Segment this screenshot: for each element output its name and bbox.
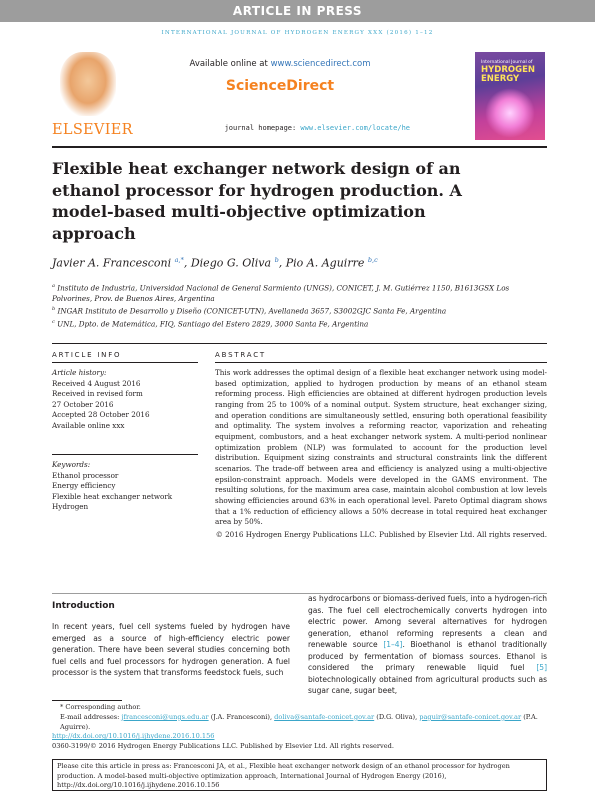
author-name[interactable]: Pio A. Aguirre — [285, 256, 365, 270]
cover-title: HYDROGEN ENERGY — [481, 65, 535, 84]
abstract-rule — [215, 362, 547, 363]
keyword[interactable]: Hydrogen — [52, 502, 89, 511]
journal-cover-image[interactable] — [475, 52, 545, 140]
journal-running-head: INTERNATIONAL JOURNAL OF HYDROGEN ENERGY XXX (2016) 1–12 — [161, 30, 434, 36]
body-column-right: as hydrocarbons or biomass-derived fuels, into a hydrogen-rich gas. The fuel cell electrochemically converts hydrogen into electric power. Among several alternatives for hydrogen generation, ethanol reforming represents a clean and renewable source [1–4]. Bioethanol is ethanol traditionally produced by fermentation of biomass sources. Ethanol is considered the primary renewable liquid fuel [5] biotechnologically obtained from agricultural products such as sugar cane, sugar beet, — [308, 594, 547, 695]
article-info-rule — [52, 362, 198, 363]
reference-link[interactable]: [5] — [536, 663, 547, 672]
journal-header — [140, 56, 460, 140]
email-link[interactable]: doliva@santafe-conicet.gov.ar — [274, 712, 375, 721]
section-divider — [52, 343, 547, 344]
author-name[interactable]: Javier A. Francesconi — [52, 256, 172, 270]
citation-box: Please cite this article in press as: Francesconi JA, et al., Flexible heat exchanger network design of an ethanol processor for hydrogen production. A model-based multi-objective optimization approach, International Journal of Hydrogen Energy (2016), http://dx.doi.org/10.1016/j.ijhydene.2016.10.156 — [52, 759, 547, 791]
history-item: 27 October 2016 — [52, 399, 114, 409]
keywords-label: Keywords: — [52, 460, 91, 469]
introduction-heading: Introduction — [52, 601, 115, 611]
history-item: Accepted 28 October 2016 — [52, 410, 150, 419]
email-link[interactable]: paguir@santafe-conicet.gov.ar — [419, 712, 522, 721]
keyword[interactable]: Energy efficiency — [52, 481, 116, 490]
sciencedirect-link[interactable]: www.sciencedirect.com — [270, 59, 371, 69]
doi-link[interactable]: http://dx.doi.org/10.1016/j.ijhydene.2016.10.156 — [52, 732, 215, 741]
author-affil-sup[interactable]: b,c — [367, 256, 378, 264]
elsevier-logo[interactable] — [52, 52, 133, 138]
keywords-rule — [52, 454, 198, 455]
affiliation: $^c$ UNL, Dpto. de Matemática, FIQ, Santiago del Estero 2829, 3000 Santa Fe, Argentina — [52, 319, 369, 329]
reference-link[interactable]: [1–4] — [383, 640, 403, 649]
author-affil-sup[interactable]: b — [274, 256, 279, 264]
abstract-text: This work addresses the optimal design of a flexible heat exchanger network using model-based optimization, applied to hydrogen production by means of an ethanol steam reforming process. High efficiencies are obtained at different hydrogen production levels ranging from 25 to 100% of a nominal output. System structure, heat exchanger sizing, and operation conditions are simultaneously settled, ensuring both operational feasibility and optimality. The system involves a reforming reactor, vaporization and reheating equipment, combustors, and a heat exchanger network system. A multi-period nonlinear optimization problem (NLP) was formulated to account for the production level distribution. Equipment sizing constraints and structural constraints link the different scenarios. The trade-off between area and efficiency is analyzed using a multi-objective epsilon-constraint approach. Models were developed in the GAMS environment. The resulting solutions, for the maximum area case, maintain alcohol combustion at low levels showing efficiencies around 63% in each operational level. Pareto Optimal diagram shows that a 1% reduction of efficiency allows a 50% decrease in total required heat exchanger area by 50%. — [215, 368, 547, 527]
article-info-heading: ARTICLE INFO — [52, 351, 122, 359]
issn-line: 0360-3199/© 2016 Hydrogen Energy Publications LLC. Published by Elsevier Ltd. All rights reserved. — [52, 742, 394, 751]
history-item: Received in revised form — [52, 389, 143, 398]
body-column-left: In recent years, fuel cell systems fueled by hydrogen have emerged as a source of high-efficiency electric power generation. There have been several studies concerning both fuel cells and fuel processors for hydrogen generation. A fuel processor is the system that transforms feedstock fuels, such — [52, 622, 290, 677]
email-addresses: E-mail addresses: jfrancesconi@ungs.edu.ar (J.A. Francesconi), doliva@santafe-conicet.gov.ar (D.G. Oliva), paguir@santafe-conicet.gov.ar (P.A. Aguirre). — [60, 712, 538, 731]
author-list: Javier A. Francesconi $^{a,*}$, Diego G. Oliva $^b$, Pio A. Aguirre $^{b,c}$ — [52, 256, 378, 270]
keywords — [52, 460, 198, 513]
keyword[interactable]: Ethanol processor — [52, 470, 119, 480]
elsevier-tree-icon — [60, 52, 116, 116]
history-label: Article history: — [52, 368, 107, 377]
cover-artwork — [485, 88, 535, 138]
article-history — [52, 368, 198, 431]
corresponding-author: * Corresponding author. — [60, 703, 141, 711]
keyword[interactable]: Flexible heat exchanger network — [52, 491, 173, 501]
elsevier-wordmark: ELSEVIER — [52, 122, 133, 138]
email-link[interactable]: jfrancesconi@ungs.edu.ar — [121, 712, 209, 721]
history-item: Available online xxx — [52, 420, 125, 430]
cover-subtitle: International Journal of — [481, 60, 533, 65]
footnote — [52, 703, 547, 752]
affiliation: $^b$ INGAR Instituto de Desarrollo y Diseño (CONICET-UTN), Avellaneda 3657, S3002GJC Santa Fe, Argentina — [52, 306, 447, 316]
header-divider — [52, 146, 547, 148]
available-online: Available online at www.sciencedirect.com — [189, 59, 371, 69]
article-in-press-banner: ARTICLE IN PRESS — [0, 0, 595, 22]
article-title: Flexible heat exchanger network design of an ethanol processor for hydrogen production. A model-based multi-objective optimization approach — [52, 159, 462, 243]
author-affil-sup[interactable]: a,* — [174, 256, 184, 264]
author-name[interactable]: Diego G. Oliva — [190, 256, 272, 270]
journal-homepage: journal homepage: www.elsevier.com/locate/he — [224, 124, 410, 132]
affiliations — [52, 281, 547, 330]
abstract-heading: ABSTRACT — [215, 351, 266, 359]
sciencedirect-logo[interactable]: ScienceDirect — [225, 78, 335, 94]
copyright-line: © 2016 Hydrogen Energy Publications LLC. Published by Elsevier Ltd. All rights reserved. — [215, 530, 547, 539]
history-item: Received 4 August 2016 — [52, 378, 141, 388]
affiliation: $^a$ Instituto de Industria, Universidad Nacional de General Sarmiento (UNGS), CONICET, J. M. Gutiérrez 1150, B1613GSX Los Polvorines, Prov. de Buenos Aires, Argentina — [52, 283, 510, 303]
homepage-link[interactable]: www.elsevier.com/locate/he — [300, 124, 410, 132]
footnote-rule — [52, 700, 122, 701]
